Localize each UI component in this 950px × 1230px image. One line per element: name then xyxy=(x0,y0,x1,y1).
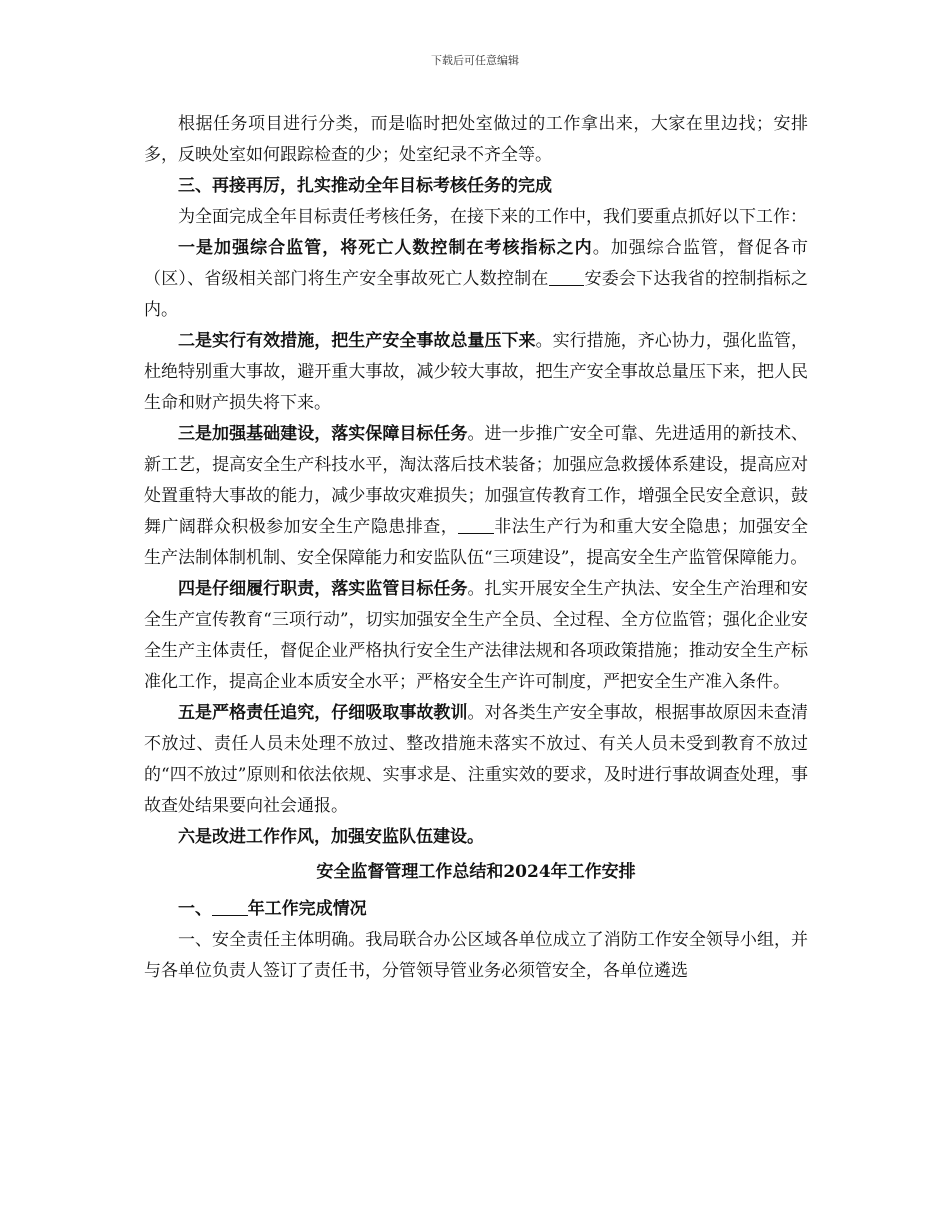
section-heading-3: 三、再接再厉，扎实推动全年目标考核任务的完成 xyxy=(178,176,552,196)
item-1-title: 一是加强综合监管，将死亡人数控制在考核指标之内 xyxy=(178,238,593,258)
paragraph-last: 一、安全责任主体明确。我局联合办公区域各单位成立了消防工作安全领导小组，并与各单位负责人签订了责任书，分管领导管业务必须管安全，各单位遴选 xyxy=(144,930,808,981)
section-heading-1-suffix: 年工作完成情况 xyxy=(247,899,367,919)
item-4 xyxy=(144,574,808,698)
section-heading-1 xyxy=(144,894,808,925)
item-2 xyxy=(144,326,808,419)
item-3 xyxy=(144,419,808,574)
item-6: 六是改进工作作风，加强安监队伍建设。 xyxy=(178,827,484,847)
item-4-title: 四是仔细履行职责，落实监管目标任务 xyxy=(178,579,468,599)
item-4-body: 。扎实开展安全生产执法、安全生产治理和安全生产宣传教育“三项行动”，切实加强安全生产全员、全过程、全方位监管；强化企业安全生产主体责任，督促企业严格执行安全生产法律法规和各项政策措施；推动安全生产标准化工作，提高企业本质安全水平；严格安全生产许可制度，严把安全生产准入条件。 xyxy=(144,579,809,692)
item-3-body-b: 非法生产行为和重大安全隐患；加强安全生产法制体制机制、安全保障能力和安监队伍“三项建设”，提高安全生产监管保障能力。 xyxy=(144,517,808,568)
blank-underline xyxy=(458,516,494,534)
item-5 xyxy=(144,698,808,822)
document-title: 安全监督管理工作总结和2024年工作安排 xyxy=(316,862,636,882)
item-2-body: 。实行措施，齐心协力，强化监管，杜绝特别重大事故，避开重大事故，减少较大事故，把生产安全事故总量压下来，把人民生命和财产损失将下来。 xyxy=(144,331,809,413)
section-heading-1-prefix: 一、 xyxy=(178,899,212,919)
paragraph-1: 根据任务项目进行分类，而是临时把处室做过的工作拿出来，大家在里边找；安排多，反映处室如何跟踪检查的少；处室纪录不齐全等。 xyxy=(144,114,808,165)
document-body xyxy=(144,109,808,987)
page-header: 下载后可任意编辑 xyxy=(431,54,519,67)
item-3-body-a: 。进一步推广安全可靠、先进适用的新技术、新工艺，提高安全生产科技水平，淘汰落后技术装备；加强应急救援体系建设，提高应对处置重特大事故的能力，减少事故灾难损失；加强宣传教育工作，增强全民安全意识，鼓舞广阔群众积极参加安全生产隐患排查， xyxy=(144,424,809,537)
blank-underline xyxy=(212,898,248,916)
item-2-title: 二是实行有效措施，把生产安全事故总量压下来 xyxy=(178,331,536,351)
item-5-title: 五是严格责任追究，仔细吸取事故教训 xyxy=(178,703,468,723)
item-3-title: 三是加强基础建设，落实保障目标任务 xyxy=(178,424,468,444)
item-5-body: 。对各类生产安全事故，根据事故原因未查清不放过、责任人员未处理不放过、整改措施未落实不放过、有关人员未受到教育不放过的“四不放过”原则和依法依规、实事求是、注重实效的要求，及时进行事故调查处理，事故查处结果要向社会通报。 xyxy=(144,703,809,816)
blank-underline xyxy=(549,268,585,286)
item-1 xyxy=(144,233,808,326)
paragraph-2: 为全面完成全年目标责任考核任务，在接下来的工作中，我们要重点抓好以下工作： xyxy=(178,207,807,227)
item-1-body-b: 安委会下达我省的控制指标之内。 xyxy=(144,269,809,320)
item-1-body-a: 。加强综合监管，督促各市（区）、省级相关部门将生产安全事故死亡人数控制在 xyxy=(144,238,809,289)
